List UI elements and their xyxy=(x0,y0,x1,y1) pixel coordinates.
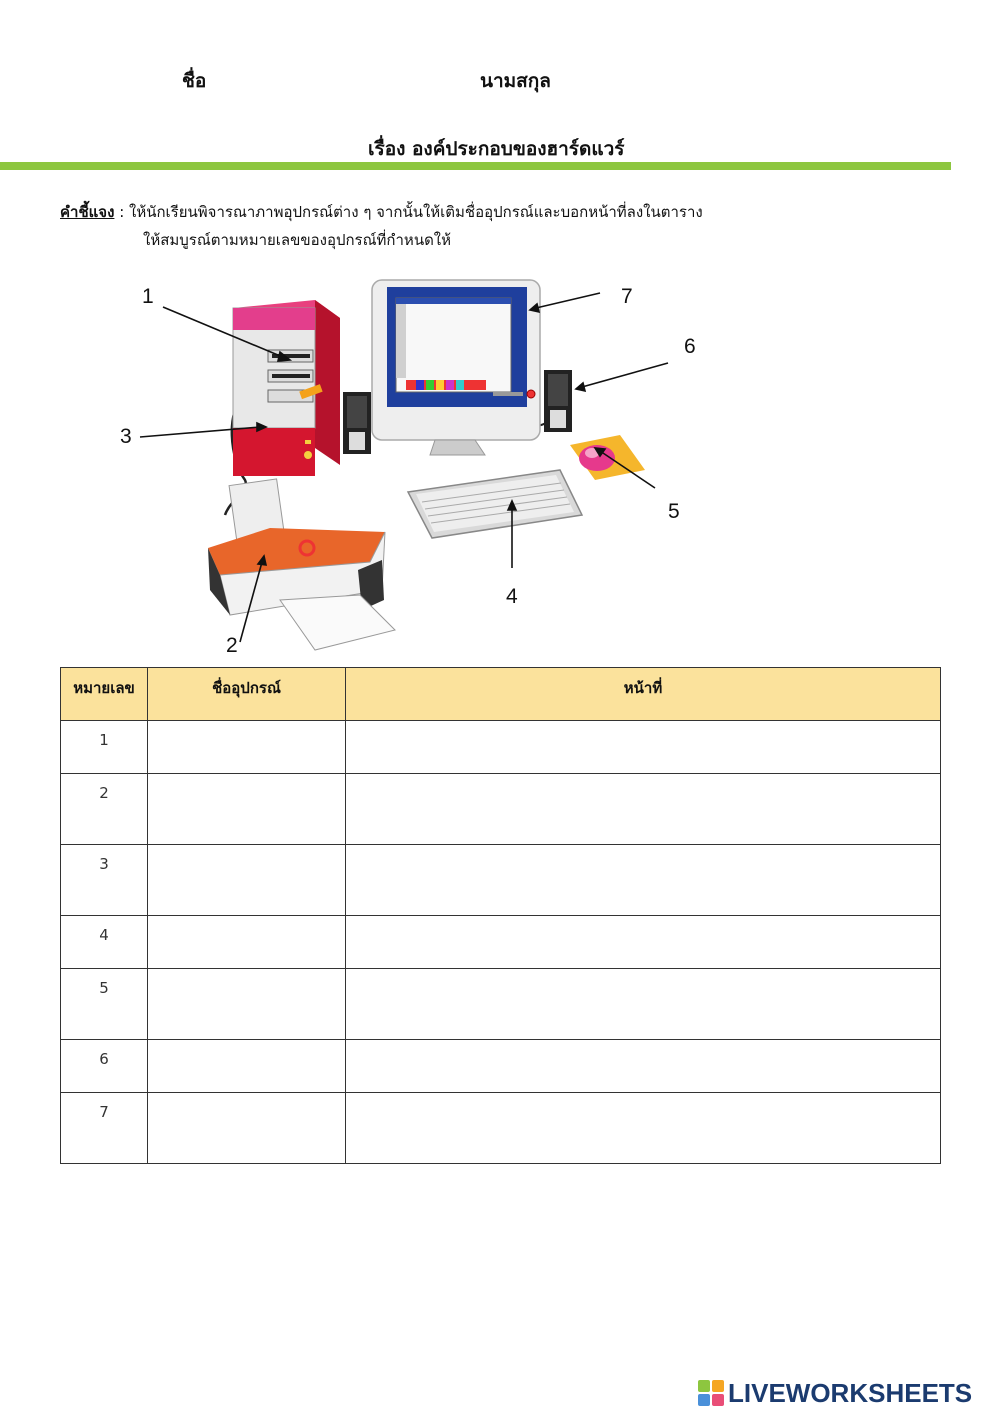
title-divider xyxy=(0,162,951,170)
function-cell[interactable] xyxy=(346,1093,941,1164)
function-cell[interactable] xyxy=(346,774,941,845)
name-label: ชื่อ xyxy=(182,70,207,92)
device-name-cell[interactable] xyxy=(148,774,346,845)
printer xyxy=(208,479,395,650)
table-row xyxy=(61,845,941,916)
device-name-cell[interactable] xyxy=(148,916,346,969)
left-speaker xyxy=(343,392,371,454)
row-number: 6 xyxy=(61,1040,148,1093)
instructions-line1: : ให้นักเรียนพิจารณาภาพอุปกรณ์ต่าง ๆ จากนั้นให้เติมชื่ออุปกรณ์และบอกหน้าที่ลงในตาราง xyxy=(114,203,703,221)
keyboard xyxy=(408,470,582,538)
table-row xyxy=(61,1040,941,1093)
table-row xyxy=(61,774,941,845)
row-number: 4 xyxy=(61,916,148,969)
label-4: 4 xyxy=(506,585,518,608)
table-header-row xyxy=(61,668,941,721)
function-cell[interactable] xyxy=(346,845,941,916)
label-3: 3 xyxy=(120,425,132,448)
function-cell[interactable] xyxy=(346,969,941,1040)
device-name-cell[interactable] xyxy=(148,969,346,1040)
function-cell[interactable] xyxy=(346,916,941,969)
row-number: 7 xyxy=(61,1093,148,1164)
label-5: 5 xyxy=(668,500,680,523)
label-6: 6 xyxy=(684,335,696,358)
monitor xyxy=(372,280,540,455)
table-row xyxy=(61,969,941,1040)
device-name-cell[interactable] xyxy=(148,1040,346,1093)
right-speaker xyxy=(544,370,572,432)
surname-label: นามสกุล xyxy=(480,70,551,92)
instructions-line2: ให้สมบูรณ์ตามหมายเลขของอุปกรณ์ที่กำหนดให้ xyxy=(143,231,452,249)
row-number: 5 xyxy=(61,969,148,1040)
row-number: 3 xyxy=(61,845,148,916)
logo-icon xyxy=(698,1380,724,1406)
table-row xyxy=(61,1093,941,1164)
liveworksheets-logo xyxy=(698,1377,972,1409)
label-1: 1 xyxy=(142,285,154,308)
device-name-cell[interactable] xyxy=(148,845,346,916)
instructions xyxy=(60,198,703,226)
hardware-illustration xyxy=(100,270,740,665)
logo-text: LIVEWORKSHEETS xyxy=(728,1377,973,1408)
table-row xyxy=(61,916,941,969)
table-row xyxy=(61,721,941,774)
device-name-cell[interactable] xyxy=(148,1093,346,1164)
row-number: 1 xyxy=(61,721,148,774)
answer-table xyxy=(60,667,941,1164)
label-7: 7 xyxy=(621,285,633,308)
instructions-label: คำชี้แจง xyxy=(60,203,115,221)
header-number: หมายเลข xyxy=(61,668,148,721)
header-device: ชื่ออุปกรณ์ xyxy=(148,668,346,721)
header-function: หน้าที่ xyxy=(346,668,941,721)
device-name-cell[interactable] xyxy=(148,721,346,774)
hardware-drawing xyxy=(100,270,740,665)
function-cell[interactable] xyxy=(346,1040,941,1093)
label-2: 2 xyxy=(226,634,238,657)
system-unit xyxy=(233,300,340,476)
page-title: เรื่อง องค์ประกอบของฮาร์ดแวร์ xyxy=(368,138,625,160)
row-number: 2 xyxy=(61,774,148,845)
function-cell[interactable] xyxy=(346,721,941,774)
